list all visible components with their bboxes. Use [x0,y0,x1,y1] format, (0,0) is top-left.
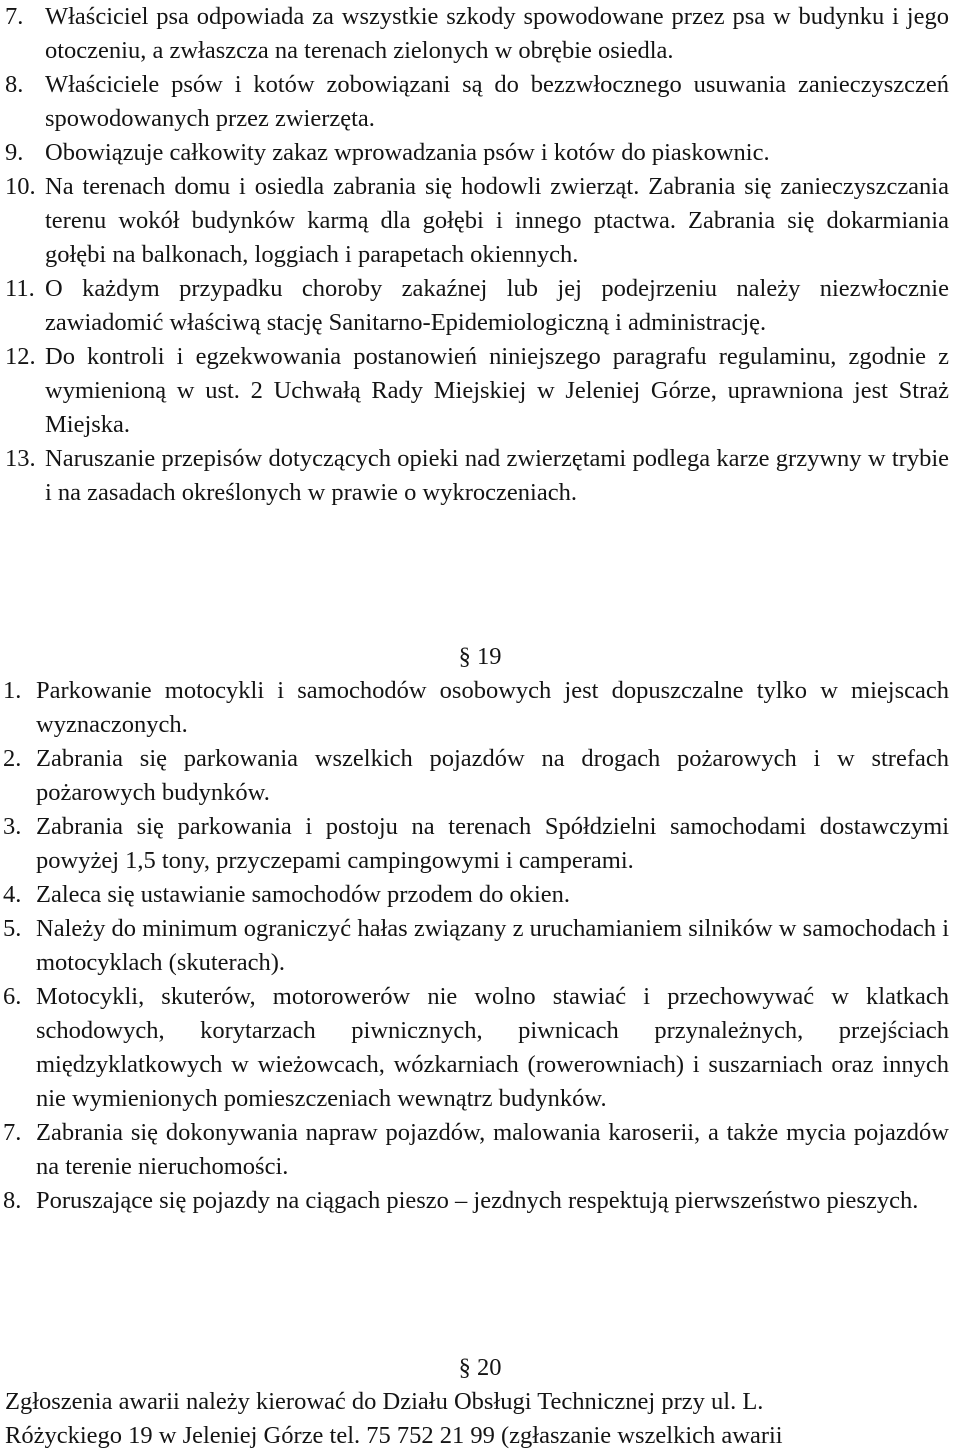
item-text: O każdym przypadku choroby zakaźnej lub jej podejrzeniu należy niezwłocznie zawiadomić właściwą stację Sanitarno-Epidemiologiczną i administrację. [45,275,949,336]
list-item [0,136,953,170]
item-text: Zabrania się dokonywania napraw pojazdów, malowania karoserii, a także mycia pojazdów na terenie nieruchomości. [36,1119,949,1180]
list-item [0,170,953,272]
item-number: 1. [3,677,22,704]
footer-text [5,1385,955,1453]
item-text: Obowiązuje całkowity zakaz wprowadzania psów i kotów do piaskownic. [45,139,770,166]
item-text: Motocykli, skuterów, motorowerów nie wolno stawiać i przechowywać w klatkach schodowych, korytarzach piwnicznych, piwnicach przynależnych, przejściach międzyklatkowych w wieżowcach, wózkarniach (rowerowniach) i suszarniach oraz innych nie wymienionych pomieszczeniach wewnątrz budynków. [36,983,949,1112]
item-number: 3. [3,813,22,840]
item-text: Właściciele psów i kotów zobowiązani są do bezzwłocznego usuwania zanieczyszczeń spowodowanych przez zwierzęta. [45,71,949,132]
list-item [0,340,953,442]
item-number: 2. [3,745,22,772]
list-item [0,1184,953,1218]
item-number: 10. [5,173,36,200]
item-text: Zabrania się parkowania i postoju na terenach Spółdzielni samochodami dostawczymi powyżej 1,5 tony, przyczepami campingowymi i camperami. [36,813,949,874]
list-item [0,272,953,340]
regulation-list-animals [0,0,953,510]
list-item [0,742,953,810]
item-text: Parkowanie motocykli i samochodów osobowych jest dopuszczalne tylko w miejscach wyznaczonych. [36,677,949,738]
footer-line: Różyckiego 19 w Jeleniej Górze tel. 75 752 21 99 (zgłaszanie wszelkich awarii [5,1422,783,1449]
list-item [0,0,953,68]
item-number: 11. [5,275,35,302]
item-text: Właściciel psa odpowiada za wszystkie szkody spowodowane przez psa w budynku i jego otoczeniu, a zwłaszcza na terenach zielonych w obrębie osiedla. [45,3,949,64]
item-number: 5. [3,915,22,942]
item-number: 7. [5,3,24,30]
list-item [0,980,953,1116]
list-item [0,674,953,742]
footer-line: Zgłoszenia awarii należy kierować do Działu Obsługi Technicznej przy ul. L. [5,1388,764,1415]
item-text: Należy do minimum ograniczyć hałas związany z uruchamianiem silników w samochodach i motocyklach (skuterach). [36,915,949,976]
item-number: 9. [5,139,24,166]
section-number: § 19 [458,643,502,670]
section-number: § 20 [458,1354,502,1381]
item-text: Zabrania się parkowania wszelkich pojazdów na drogach pożarowych i w strefach pożarowych budynków. [36,745,949,806]
list-item [0,68,953,136]
list-item [0,442,953,510]
section-heading-19 [0,640,960,674]
list-item [0,1116,953,1184]
list-item [0,810,953,878]
list-item [0,912,953,980]
item-text: Naruszanie przepisów dotyczących opieki nad zwierzętami podlega karze grzywny w trybie i na zasadach określonych w prawie o wykroczeniach. [45,445,949,506]
item-number: 8. [5,71,24,98]
item-number: 4. [3,881,22,908]
regulation-list-parking [0,674,953,1218]
item-text: Zaleca się ustawianie samochodów przodem do okien. [36,881,571,908]
item-number: 13. [5,445,36,472]
section-heading-20 [0,1351,960,1385]
list-item [0,878,953,912]
item-number: 8. [3,1187,22,1214]
item-number: 12. [5,343,36,370]
item-number: 6. [3,983,22,1010]
item-text: Do kontroli i egzekwowania postanowień niniejszego paragrafu regulaminu, zgodnie z wymienioną w ust. 2 Uchwałą Rady Miejskiej w Jeleniej Górze, uprawniona jest Straż Miejska. [45,343,949,438]
item-number: 7. [3,1119,22,1146]
item-text: Poruszające się pojazdy na ciągach pieszo – jezdnych respektują pierwszeństwo pieszych. [36,1187,919,1214]
item-text: Na terenach domu i osiedla zabrania się hodowli zwierząt. Zabrania się zanieczyszczania terenu wokół budynków karmą dla gołębi i innego ptactwa. Zabrania się dokarmiania gołębi na balkonach, loggiach i parapetach okiennych. [45,173,949,268]
